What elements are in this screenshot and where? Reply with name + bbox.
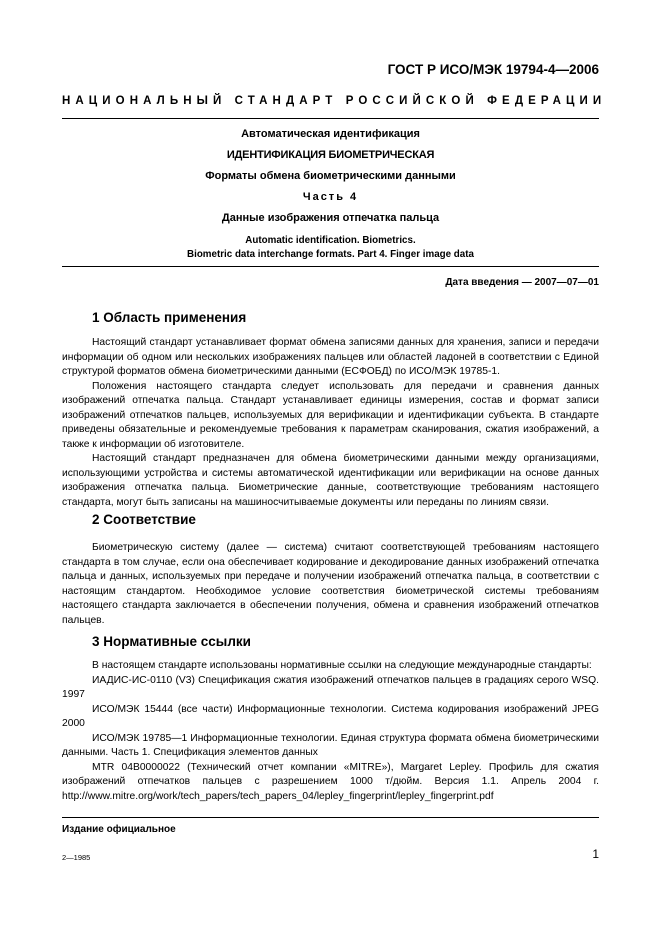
title-line-1: Автоматическая идентификация bbox=[241, 128, 420, 140]
section-2-paragraph-1: Биометрическую систему (далее — система) считают соответствующей требованиям настоящего стандарта в том случае, если она обеспечивает кодирование и декодирование данных изображений отпечатка пальца и данных, используемых при передаче и получении изображений отпечатка пальца, в соответствии с настоящим стандартом. Необходимое условие соответствия биометрической системы требованиям настоящего стандарта заключается в обеспечении получения, обмена и сравнения изображений отпечатков пальцев. bbox=[62, 542, 599, 626]
section-2-heading: 2 Соответствие bbox=[92, 512, 196, 527]
reference-1: ИАДИС-ИС-0110 (V3) Спецификация сжатия изображений отпечатков пальцев в градациях серого WSQ. 1997 bbox=[62, 674, 599, 700]
reference-3: ИСО/МЭК 19785—1 Информационные технологии. Единая структура формата обмена биометрическими данными. Часть 1. Спецификация элементов данных bbox=[62, 732, 599, 758]
english-title-line-2: Biometric data interchange formats. Part 4. Finger image data bbox=[187, 249, 474, 260]
section-1-paragraph-3: Настоящий стандарт предназначен для обмена биометрическими данными между организациями, использующими устройства и системы автоматической идентификации или верификации на основе данных изображения отпечатка пальца. Биометрические данные, соответствующие требованиям настоящего стандарта, могут быть записаны на машиносчитываемые документы или переданы по линиям связи. bbox=[62, 453, 599, 508]
section-1-body bbox=[62, 336, 599, 510]
reference-4: MTR 04B0000022 (Технический отчет компании «MITRE»), Margaret Lepley. Профиль для сжатия изображений отпечатков пальцев с разрешением 1000 т/дюйм. Версия 1.1. Апрель 2004 г. http://www.mitre.org/work/tech_papers/tech_papers_04/lepley_fingerprint/lepley_fingerprint.pdf bbox=[62, 761, 599, 802]
section-1-paragraph-1: Настоящий стандарт устанавливает формат обмена записями данных для хранения, записи и передачи информации об одном или нескольких изображениях пальцев или областей ладоней в соответствии с Единой структурой форматов обмена биометрическими данными (ЕСФОБД) по ИСО/МЭК 19785-1. bbox=[62, 337, 599, 377]
section-1-paragraph-2: Положения настоящего стандарта следует использовать для передачи и сравнения данных изображений отпечатка пальца. Стандарт устанавливает единицы измерения, состав и формат записи изображений отпечатков пальцев, используемых для верификации и идентификации субъекта. В стандарте приведены обязательные и рекомендуемые требования к параметрам сканирования, сжатия изображений, а также к информации об изготовителе. bbox=[62, 380, 599, 450]
english-title bbox=[62, 234, 599, 262]
section-3-heading: 3 Нормативные ссылки bbox=[92, 634, 251, 649]
footer-rule bbox=[62, 817, 599, 818]
title-block bbox=[62, 128, 599, 233]
title-line-3: Форматы обмена биометрическими данными bbox=[205, 170, 456, 182]
title-part: Часть 4 bbox=[302, 191, 359, 203]
section-3-body bbox=[62, 659, 599, 804]
title-line-5: Данные изображения отпечатка пальца bbox=[221, 212, 440, 224]
print-code: 2—1985 bbox=[62, 853, 91, 862]
title-rule bbox=[62, 266, 599, 267]
edition-note: Издание официальное bbox=[62, 824, 176, 835]
section-3-intro: В настоящем стандарте использованы нормативные ссылки на следующие международные стандарты: bbox=[92, 660, 592, 671]
section-2-body bbox=[62, 541, 599, 628]
effective-date: Дата введения — 2007—07—01 bbox=[445, 277, 599, 288]
section-1-heading: 1 Область применения bbox=[92, 310, 247, 325]
english-title-line-1: Automatic identification. Biometrics. bbox=[245, 235, 416, 246]
document-code: ГОСТ Р ИСО/МЭК 19794-4—2006 bbox=[387, 62, 599, 77]
reference-2: ИСО/МЭК 15444 (все части) Информационные технологии. Система кодирования изображений JPEG 2000 bbox=[62, 703, 599, 729]
header-rule bbox=[62, 118, 599, 119]
title-line-2: ИДЕНТИФИКАЦИЯ БИОМЕТРИЧЕСКАЯ bbox=[226, 149, 435, 161]
national-standard-banner: НАЦИОНАЛЬНЫЙ СТАНДАРТ РОССИЙСКОЙ ФЕДЕРАЦИИ bbox=[62, 95, 607, 107]
page-number: 1 bbox=[592, 847, 599, 861]
